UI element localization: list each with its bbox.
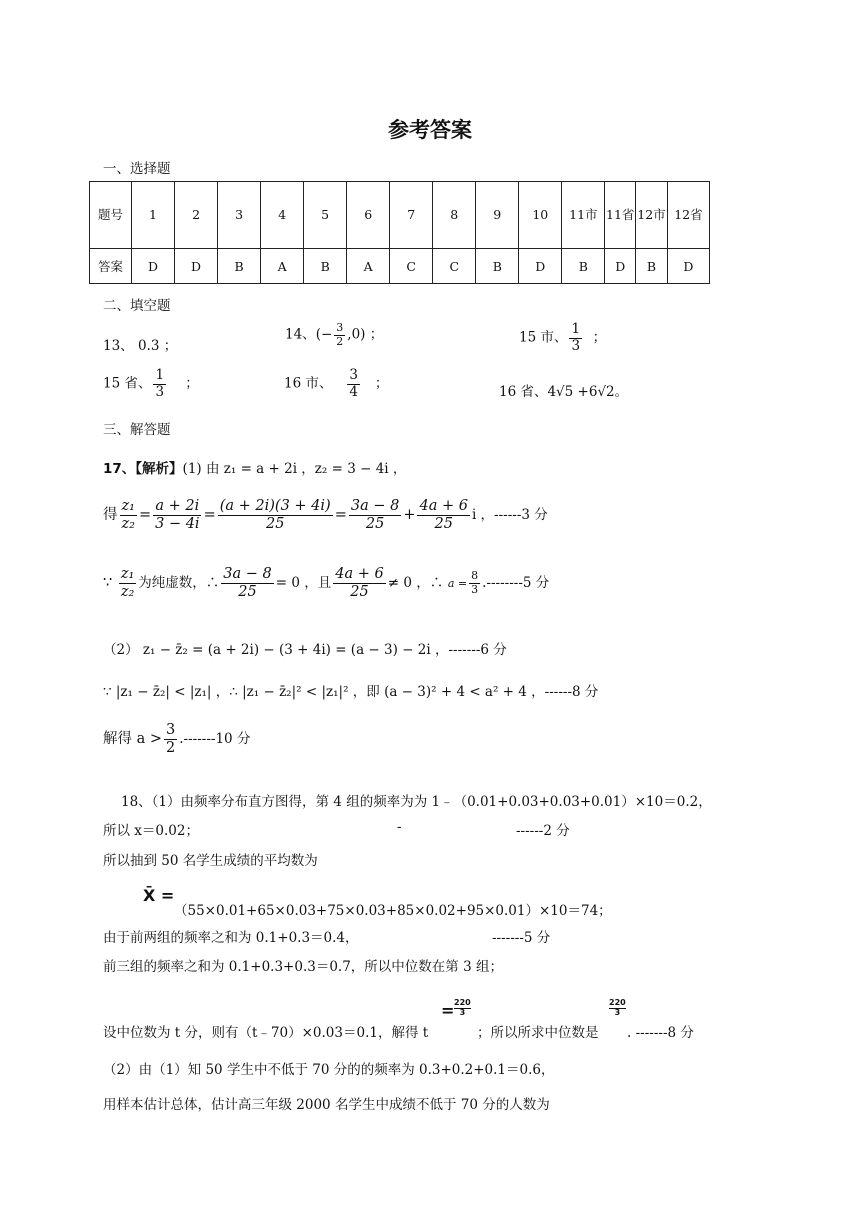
p17-line2	[103, 498, 548, 532]
table-header-cell	[175, 182, 218, 249]
p17-line2-pre: 得	[103, 507, 118, 524]
fraction-numerator: 1	[571, 321, 581, 337]
fill-q15-province	[103, 368, 199, 400]
fraction-denominator: z₂	[121, 515, 135, 532]
fraction-numerator: 3	[166, 722, 176, 738]
fraction-denominator: 25	[265, 515, 285, 532]
p18-line2-tail: ------2 分	[516, 823, 570, 839]
fraction-numerator: 3a − 8	[350, 498, 400, 514]
fraction-numerator: z₁	[120, 566, 135, 582]
header-text: 12	[637, 207, 654, 222]
fill-q14-fraction	[334, 322, 345, 348]
section-choice-heading: 一、选择题	[103, 161, 171, 177]
p17-frac-quotient	[153, 498, 201, 532]
fill-q16-city-label: 16 市、	[284, 375, 333, 392]
fraction-numerator: 1	[155, 367, 165, 383]
p17-line3	[103, 566, 549, 600]
table-header-cell	[218, 182, 261, 249]
table-header-cell	[390, 182, 433, 249]
table-header-cell	[304, 182, 347, 249]
p17-line5: ∵ |z₁ − z̄₂| < |z₁| ，∴ |z₁ − z̄₂|² < |z₁|² ，即 (a − 3)² + 4 < a² + 4 ，------8 分	[103, 684, 599, 700]
p17-line1	[103, 457, 406, 477]
fill-q15-city-fraction	[569, 322, 582, 354]
header-text: 8	[450, 207, 459, 222]
fill-q15-province-sep: ；	[185, 375, 199, 392]
p17-frac-real	[349, 498, 401, 532]
answer-cell: A	[347, 249, 390, 284]
table-header-row	[90, 182, 710, 249]
answer-cell: B	[562, 249, 605, 284]
plus-sign: +	[403, 507, 416, 524]
answer-cell: D	[605, 249, 636, 284]
fraction-denominator: 3	[459, 1007, 466, 1017]
header-text: 5	[321, 207, 330, 222]
p18-line1: 18、（1）由频率分布直方图得，第 4 组的频率为为 1﹣（0.01+0.03+0.03+0.01）×10＝0.2，	[121, 794, 712, 810]
fill-q16-city-sep: ；	[374, 375, 389, 392]
fill-q13: 13、 0.3 ；	[103, 338, 178, 354]
fraction-denominator: 3 − 4i	[155, 515, 200, 532]
fraction-denominator: 2	[166, 739, 176, 756]
p17-a-eq: a =	[447, 577, 468, 591]
fraction-denominator: 25	[434, 515, 453, 532]
header-text: 7	[407, 207, 416, 222]
p17-frac-z1-z2-b	[119, 566, 136, 600]
header-text: 9	[493, 207, 502, 222]
p18-frac-220-3-a	[454, 998, 471, 1018]
fraction-denominator: 25	[365, 515, 385, 532]
p18-eq-sign: =	[441, 1001, 455, 1020]
fraction-numerator: 8	[471, 569, 479, 583]
p18-line7a: 设中位数为 t 分，则有（t﹣70）×0.03＝0.1，解得 t	[103, 1025, 429, 1041]
p18-line4: （55×0.01+65×0.03+75×0.03+85×0.02+95×0.01）×10＝74；	[174, 903, 612, 919]
header-text: 省	[690, 207, 703, 222]
fraction-numerator: (a + 2i)(3 + 4i)	[219, 498, 331, 514]
table-header-cell	[90, 182, 132, 249]
answer-table	[89, 181, 710, 284]
p18-line2: 所以 x＝0.02；	[103, 823, 199, 839]
p18-line3: 所以抽到 50 名学生成绩的平均数为	[103, 853, 318, 869]
answer-cell: D	[132, 249, 175, 284]
header-text: 3	[235, 207, 244, 222]
fraction-denominator: z₂	[120, 583, 135, 600]
fraction-denominator: 3	[614, 1007, 621, 1017]
header-text: 6	[364, 207, 373, 222]
p18-line5: 由于前两组的频率之和为 0.1+0.3＝0.4，	[103, 930, 359, 946]
fraction-numerator: 220	[454, 998, 471, 1007]
section-solution-heading: 三、解答题	[103, 422, 171, 438]
answer-cell: D	[175, 249, 218, 284]
p17-frac-real-b	[221, 566, 273, 600]
p18-line9: 用样本估计总体，估计高三年级 2000 名学生中成绩不低于 70 分的人数为	[103, 1097, 550, 1113]
fill-q15-city-sep: ；	[592, 329, 607, 346]
p17-frac-z1-z2	[120, 498, 137, 532]
p17-frac-3-2	[164, 722, 177, 756]
answer-cell: B	[218, 249, 261, 284]
fraction-numerator: 3a − 8	[223, 566, 272, 582]
fill-q16-city	[284, 368, 388, 400]
p18-frac-220-3-b	[609, 998, 626, 1018]
header-text: 11	[606, 207, 622, 222]
p17-frac-product	[218, 498, 333, 532]
header-text: 1	[149, 207, 157, 222]
fill-q14-open: (−	[315, 326, 333, 343]
table-answer-row	[90, 249, 710, 284]
header-text: 4	[278, 207, 287, 222]
answer-label-cell: 答案	[90, 249, 132, 284]
p17-frac-imag-b	[333, 566, 385, 600]
equals-sign: =	[334, 507, 347, 524]
p18-line6: 前三组的频率之和为 0.1+0.3+0.3＝0.7，所以中位数在第 3 组；	[103, 959, 503, 975]
fill-q16-city-fraction	[347, 368, 360, 400]
fill-q15-province-fraction	[153, 368, 166, 400]
header-text: 10	[532, 207, 549, 222]
fraction-denominator: 4	[349, 383, 358, 400]
fill-q15-city-label: 15 市、	[519, 329, 568, 346]
answer-cell: B	[476, 249, 519, 284]
header-text: 号	[110, 207, 124, 222]
answer-cell: D	[667, 249, 709, 284]
table-header-cell	[476, 182, 519, 249]
header-text: 题	[97, 207, 111, 222]
fraction-denominator: 3	[471, 582, 479, 596]
page-title: 参考答案	[388, 118, 472, 142]
p17-line6	[103, 722, 250, 756]
answer-cell: B	[636, 249, 668, 284]
fraction-numerator: 4a + 6	[419, 498, 468, 514]
table-header-cell	[605, 182, 636, 249]
table-header-cell	[433, 182, 476, 249]
p17-line1-text: (1) 由 z₁ = a + 2i ，z₂ = 3 − 4i ，	[182, 461, 407, 477]
table-header-cell	[261, 182, 304, 249]
answer-cell: D	[519, 249, 562, 284]
table-header-cell	[132, 182, 175, 249]
p18-line5-tail: -------5 分	[492, 930, 551, 946]
header-text: 2	[192, 207, 201, 222]
table-header-cell	[347, 182, 390, 249]
p17-line3-mid: 为纯虚数，∴	[138, 575, 220, 592]
fill-q15-province-label: 15 省、	[103, 375, 152, 392]
p17-line3-tail: .--------5 分	[482, 575, 550, 592]
fill-q14-close: ,0) ；	[347, 326, 384, 343]
answer-cell: C	[390, 249, 433, 284]
p17-line3-eq0: = 0 ，且	[275, 575, 332, 592]
header-text: 12	[674, 207, 691, 222]
fraction-denominator: 3	[155, 383, 165, 400]
fraction-numerator: 3	[336, 321, 344, 334]
p17-line2-tail: i ，------3 分	[471, 507, 548, 524]
p17-line6-pre: 解得 a >	[103, 731, 163, 748]
table-header-cell	[519, 182, 562, 249]
fill-q15-city	[519, 322, 606, 354]
equals-sign: =	[203, 507, 216, 524]
p17-frac-8-3	[469, 570, 480, 596]
p18-line7b: ；所以所求中位数是	[477, 1025, 599, 1041]
fraction-denominator: 2	[336, 334, 344, 348]
section-fill-heading: 二、填空题	[103, 298, 171, 314]
fraction-denominator: 25	[238, 583, 257, 600]
p17-label: 17、【解析】	[103, 461, 183, 477]
fraction-denominator: 3	[571, 337, 581, 354]
answer-cell: A	[261, 249, 304, 284]
fraction-numerator: 4a + 6	[335, 566, 384, 582]
p18-line2-dash: -	[397, 819, 402, 835]
header-text: 11市	[569, 207, 598, 222]
because-sign: ∵	[103, 575, 113, 592]
table-header-cell	[562, 182, 605, 249]
p17-frac-imag	[417, 498, 469, 532]
fraction-numerator: z₁	[121, 498, 135, 514]
answer-cell: C	[433, 249, 476, 284]
table-header-cell	[636, 182, 668, 249]
header-text: 市	[653, 207, 666, 222]
p18-mean-symbol: X̄ =	[143, 886, 175, 905]
header-text: 省	[621, 207, 635, 222]
p17-line6-tail: .-------10 分	[179, 731, 251, 748]
fraction-numerator: a + 2i	[155, 498, 200, 514]
equals-sign: =	[138, 507, 152, 524]
p17-line4: （2） z₁ − z̄₂ = (a + 2i) − (3 + 4i) = (a − 3) − 2i ，-------6 分	[103, 642, 507, 658]
p17-line3-ne0: ≠ 0 ，∴	[387, 575, 444, 592]
answer-cell: B	[304, 249, 347, 284]
p18-line8: （2）由（1）知 50 学生中不低于 70 分的的频率为 0.3+0.2+0.1＝0.6，	[103, 1062, 555, 1078]
fraction-denominator: 25	[350, 583, 369, 600]
fill-q16-province: 16 省、4√5 +6√2。	[499, 384, 629, 400]
fraction-numerator: 3	[349, 367, 358, 383]
p18-line7c: . -------8 分	[627, 1025, 694, 1041]
fill-q14-label: 14、	[285, 326, 316, 343]
fraction-numerator: 220	[609, 998, 626, 1007]
fill-q14	[285, 322, 383, 348]
table-header-cell	[667, 182, 709, 249]
